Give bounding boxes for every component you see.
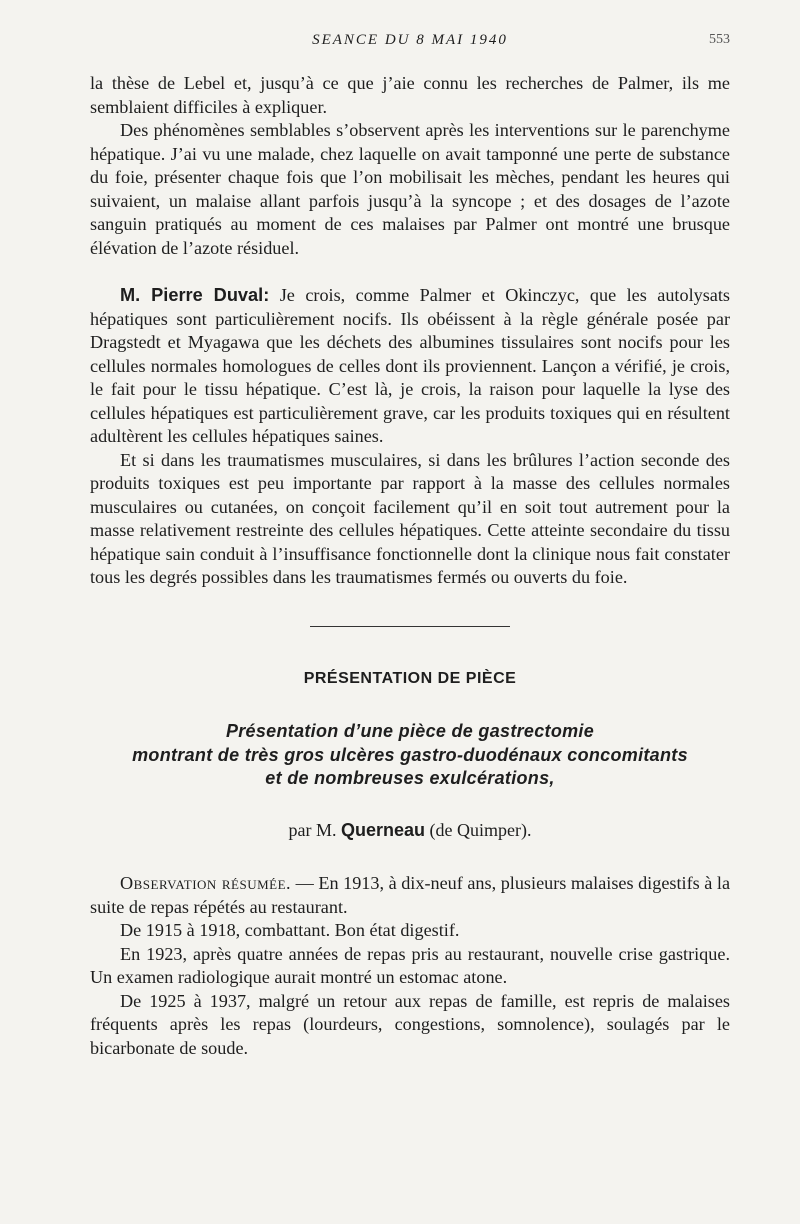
paragraph-continuation: la thèse de Lebel et, jusqu’à ce que j’aie connu les recherches de Palmer, ils me semblaient difficiles à expliquer. <box>90 73 730 117</box>
paragraph-traumatismes: Et si dans les traumatismes musculaires, si dans les brûlures l’action seconde des produits toxiques est peu importante par rapport à la masse des cellules normales musculaires ou cutanées, on conçoit facilement qu’il en soit tout autrement pour la masse relativement restreinte des cellules hépatiques. Cette atteinte secondaire du tissu hépatique sain conduit à l’insuffisance fonctionnelle dont la clinique nous fait constater tous les degrés possibles dans les traumatismes fermés ou ouverts du foie. <box>90 449 730 587</box>
speaker-name: M. Pierre Duval: <box>120 285 270 305</box>
article-title <box>90 720 730 791</box>
paragraph-parenchyme: Des phénomènes semblables s’observent après les interventions sur le parenchyme hépatique. J’ai vu une malade, chez laquelle on avait tamponné une perte de substance du foie, présenter chaque fois que l’on mobilisait les mèches, pendant les heures qui suivaient, un malaise allant parfois jusqu’à la syncope ; et des dosages de l’azote sanguin pratiqués au moment de ces malaises par Palmer ont montré une brusque élévation de l’azote résiduel. <box>90 120 730 258</box>
observation-paragraph <box>90 872 730 919</box>
page-header <box>90 32 730 54</box>
article-title-line: Présentation d’une pièce de gastrectomie <box>225 721 595 741</box>
byline-suffix: (de Quimper). <box>425 819 532 840</box>
running-head: SEANCE DU 8 MAI 1940 <box>312 32 508 48</box>
paragraph-gap <box>90 260 730 284</box>
paragraph-duval <box>90 284 730 449</box>
article-title-line: et de nombreuses exulcérations, <box>265 768 555 788</box>
paragraph-duval-text: Je crois, comme Palmer et Okinczyc, que les autolysats hépatiques sont particulièrement nocifs. Ils obéissent à la règle générale posée par Dragstedt et Myagawa que les déchets des albumines tissulaires sont nocifs pour les cellules normales homologues de celles dont ils proviennent. Lançon a vérifié, je crois, le fait pour le tissu hépatique. C’est là, je crois, la raison pour laquelle la lyse des cellules hépatiques est particulièrement grave, car les produits toxiques qui en résultent adultèrent les cellules hépatiques saines. <box>90 285 730 446</box>
section-divider <box>310 626 510 627</box>
page-body <box>90 72 730 1060</box>
page-number: 553 <box>709 32 730 47</box>
observation-paragraph: De 1925 à 1937, malgré un retour aux repas de famille, est repris de malaises fréquents après les repas (lourdeurs, congestions, somnolence), soulagés par le bicarbonate de soude. <box>90 990 730 1058</box>
section-heading: PRÉSENTATION DE PIÈCE <box>303 669 517 687</box>
byline-prefix: par M. <box>288 819 341 840</box>
observation-text: En 1913, à dix-neuf ans, plusieurs malaises digestifs à la suite de repas répétés au restaurant. <box>90 873 731 917</box>
observation-dash: — <box>291 873 319 893</box>
observation-paragraph: En 1923, après quatre années de repas pris au restaurant, nouvelle crise gastrique. Un examen radiologique aurait montré un estomac atone. <box>90 943 730 987</box>
observation-paragraph: De 1915 à 1918, combattant. Bon état digestif. <box>120 920 460 940</box>
observation-label: Observation résumée. <box>120 873 292 893</box>
article-title-line: montrant de très gros ulcères gastro-duodénaux concomitants <box>132 744 688 765</box>
byline <box>90 819 730 843</box>
observation-block <box>90 872 730 1060</box>
author-name: Querneau <box>341 819 426 840</box>
